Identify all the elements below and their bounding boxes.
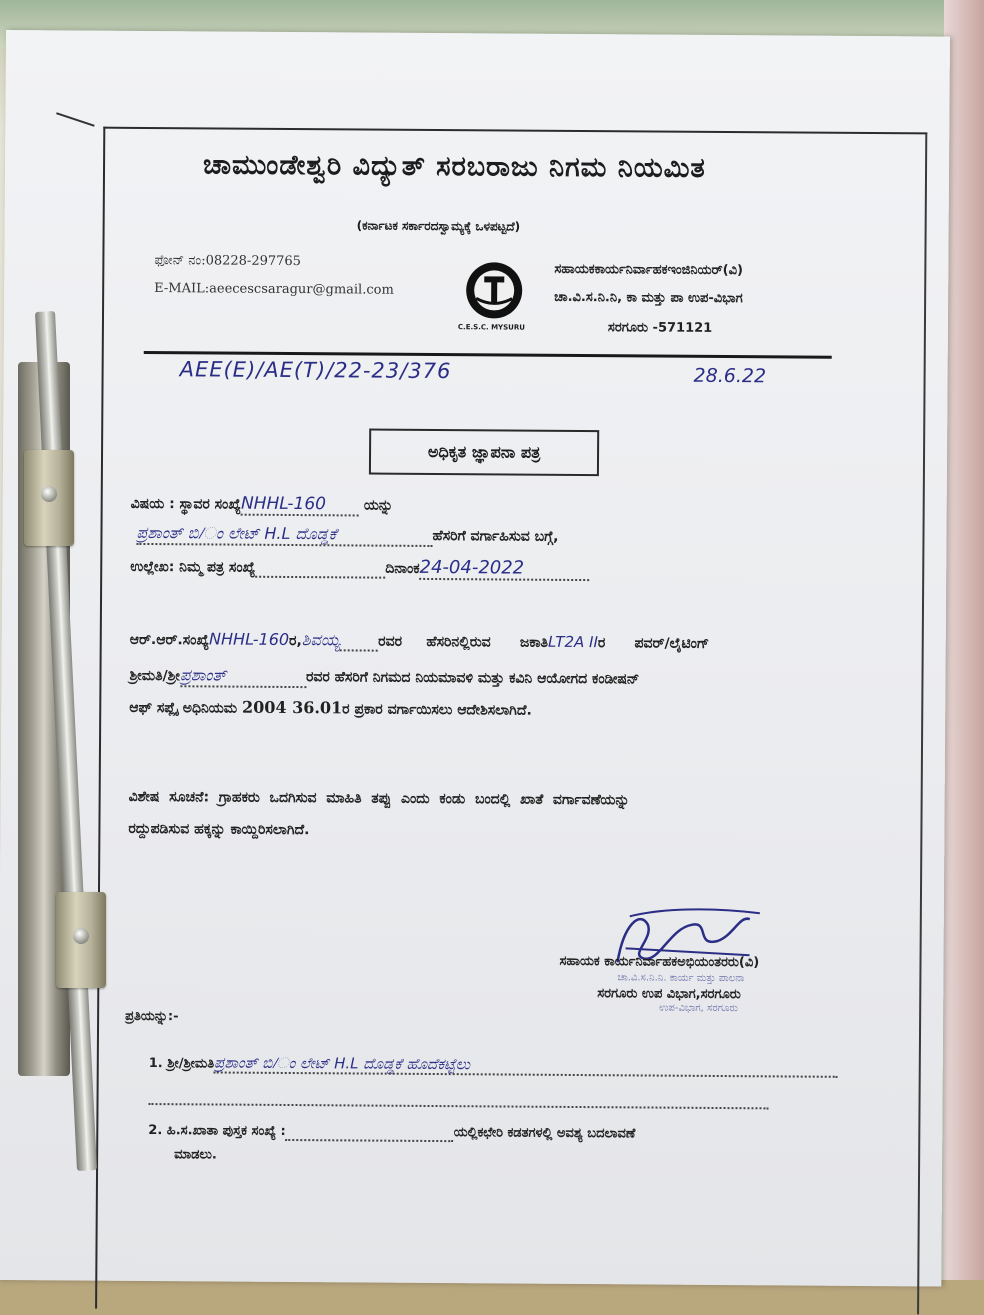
new-owner-label: ಶ್ರೀಮತಿ/ಶ್ರೀ (129, 667, 181, 685)
copy-to-label: ಪ್ರತಿಯನ್ನು:- (125, 1008, 179, 1025)
special-note-line-2: ರದ್ದುಪಡಿಸುವ ಹಕ್ಕನ್ನು ಕಾಯ್ದಿರಿಸಲಾಗಿದೆ. (128, 820, 310, 839)
cesc-logo (462, 258, 526, 322)
copy-item-2-end: ಮಾಡಲು. (174, 1147, 217, 1163)
reference-label: ಉಲ್ಲೇಖ: ನಿಮ್ಮ ಪತ್ರ ಸಂಖ್ಯೆ (130, 558, 256, 576)
reference-date: 28.6.22 (693, 364, 767, 388)
act-suffix: ರ ಪ್ರಕಾರ ವರ್ಗಾಯಿಸಲು ಆದೇಶಿಸಲಾಗಿದೆ. (342, 701, 532, 719)
office-stamp-line-1: ಚಾ.ವಿ.ಸ.ನಿ.ನಿ. ಕಾರ್ಯ ಮತ್ತು ಪಾಲನಾ (617, 972, 745, 985)
date-label: ದಿನಾಂಕ (385, 560, 420, 577)
email-address: E-MAIL:aeecescsaragur@gmail.com (154, 281, 394, 298)
subject-line (131, 493, 393, 517)
pencil-mark (56, 112, 95, 127)
reference-line (130, 555, 589, 581)
office-stamp-line-2: ಉಪ-ವಿಭಾಗ, ಸರಗೂರು (659, 1002, 738, 1015)
act-label: ಆಫ್ ಸಪ್ಲೈ ಅಧಿನಿಯಮ (129, 699, 238, 717)
organization-subtitle: (ಕರ್ನಾಟಕ ಸರ್ಕಾರದಸ್ವಾಮ್ಯಕ್ಕೆ ಒಳಪಟ್ಟದೆ) (356, 218, 521, 234)
reference-date-value: 24-04-2022 (419, 557, 589, 581)
copy-item-1-name: ಪ್ರಶಾಂತ್ ಬಿ/ಂ ಲೇಟ್ H.L ದೊಡ್ಡಕೆ ಹೊದೆಕಟ್ಟೆಲು (214, 1053, 838, 1077)
office-line-2: ಚಾ.ವಿ.ಸ.ನಿ.ನಿ, ಕಾ ಮತ್ತು ಪಾ ಉಪ-ವಿಭಾಗ (554, 289, 743, 307)
new-owner-name: ಪ್ರಶಾಂತ್ (180, 665, 306, 688)
logo-caption: C.E.S.C. MYSURU (457, 323, 525, 332)
tariff-label: ರವರ ಹೆಸರಿನಲ್ಲಿರುವ ಜಕಾತಿ (378, 633, 549, 651)
body-line-2 (129, 665, 639, 691)
subject-suffix-2: ಹೆಸರಿಗೆ ವರ್ಗಾಹಿಸುವ ಬಗ್ಗೆ, (432, 527, 559, 545)
clip-plate-top (24, 450, 74, 546)
document-sheet (0, 30, 950, 1287)
clip-rivet-top (41, 486, 57, 502)
office-line-1: ಸಹಾಯಕಕಾರ್ಯನಿರ್ವಾಹಕಇಂಜಿನಿಯರ್(ವಿ) (554, 261, 743, 279)
memo-title: ಅಧಿಕೃತ ಜ್ಞಾಪನಾ ಪತ್ರ (369, 429, 599, 477)
reference-number: AEE(E)/AE(T)/22-23/376 (179, 357, 452, 384)
owner-blank (340, 633, 378, 651)
copy-item-2-text: ಯಲ್ಲಿಕಛೇರಿ ಕಡತಗಳಲ್ಲಿ ಅವಶ್ಯ ಬದಲಾವಣೆ (453, 1125, 636, 1142)
organization-name: ಚಾಮುಂಡೇಶ್ವರಿ ವಿದ್ಯುತ್ ಸರಬರಾಜು ನಿಗಮ ನಿಯಮಿತ (202, 149, 706, 184)
copy-item-2-blank (286, 1124, 454, 1142)
act-number: 2004 36.01 (241, 697, 343, 718)
phone-number: ಫೋನ್ ನಂ:08228-297765 (154, 253, 302, 270)
reference-blank (255, 560, 385, 579)
rr-number: NHHL-160 (209, 629, 290, 649)
body-line-3 (129, 697, 532, 719)
copy-item-2-label: 2. ಹಿ.ಸ.ಖಾತಾ ಪುಸ್ತಕ ಸಂಖ್ಯೆ : (148, 1123, 286, 1139)
subject-name-line (136, 523, 558, 548)
installation-number: NHHL-160 (241, 494, 359, 517)
copy-item-2 (148, 1123, 635, 1143)
copy-item-1-label: 1. ಶ್ರೀ/ಶ್ರೀಮತಿ (148, 1056, 215, 1072)
body-line-2-text: ರವರ ಹೆಸರಿಗೆ ನಿಗಮದ ನಿಯಮಾವಳಿ ಮತ್ತು ಕವಿನಿ ಆಯೋಗದ ಕಂಡೀಷನ್ (305, 669, 640, 688)
previous-owner: ಶಿವಯ್ಯ (301, 630, 341, 650)
rr-suffix: ರ, (289, 632, 302, 650)
body-line-1 (130, 629, 709, 654)
subject-suffix: ಯನ್ನು (363, 497, 394, 514)
subject-label: ವಿಷಯ : ಸ್ಥಾವರ ಸಂಖ್ಯೆ (130, 495, 242, 513)
special-note-line-1: ವಿಶೇಷ ಸೂಚನೆ: ಗ್ರಾಹಕರು ಒದಗಿಸುವ ಮಾಹಿತಿ ತಪ್ಪು ಎಂದು ಕಂಡು ಬಂದಲ್ಲಿ ಖಾತೆ ವರ್ಗಾವಣೆಯನ್ನು (128, 788, 630, 809)
subject-name: ಪ್ರಶಾಂತ್ ಬಿ/ಂ ಲೇಟ್ H.L ದೊಡ್ಡಕೆ (136, 523, 432, 547)
signatory-designation: ಸಹಾಯಕ ಕಾರ್ಯನಿರ್ವಾಹಕಅಭಿಯಂತರರು(ವಿ) (559, 953, 760, 971)
clip-rivet-bottom (73, 928, 89, 944)
tariff-suffix: ರ ಪವರ್/ಲೈಟಿಂಗ್ (597, 635, 710, 652)
rr-label: ಆರ್.ಆರ್.ಸಂಖ್ಯೆ (129, 631, 210, 649)
clip-plate-bottom (56, 892, 106, 988)
signatory-office: ಸರಗೂರು ಉಪ ವಿಭಾಗ,ಸರಗೂರು (597, 986, 741, 1003)
office-line-3: ಸರಗೂರು -571121 (607, 320, 713, 336)
tariff-value: LT2A II (547, 632, 598, 652)
folder-edge (944, 0, 984, 1280)
